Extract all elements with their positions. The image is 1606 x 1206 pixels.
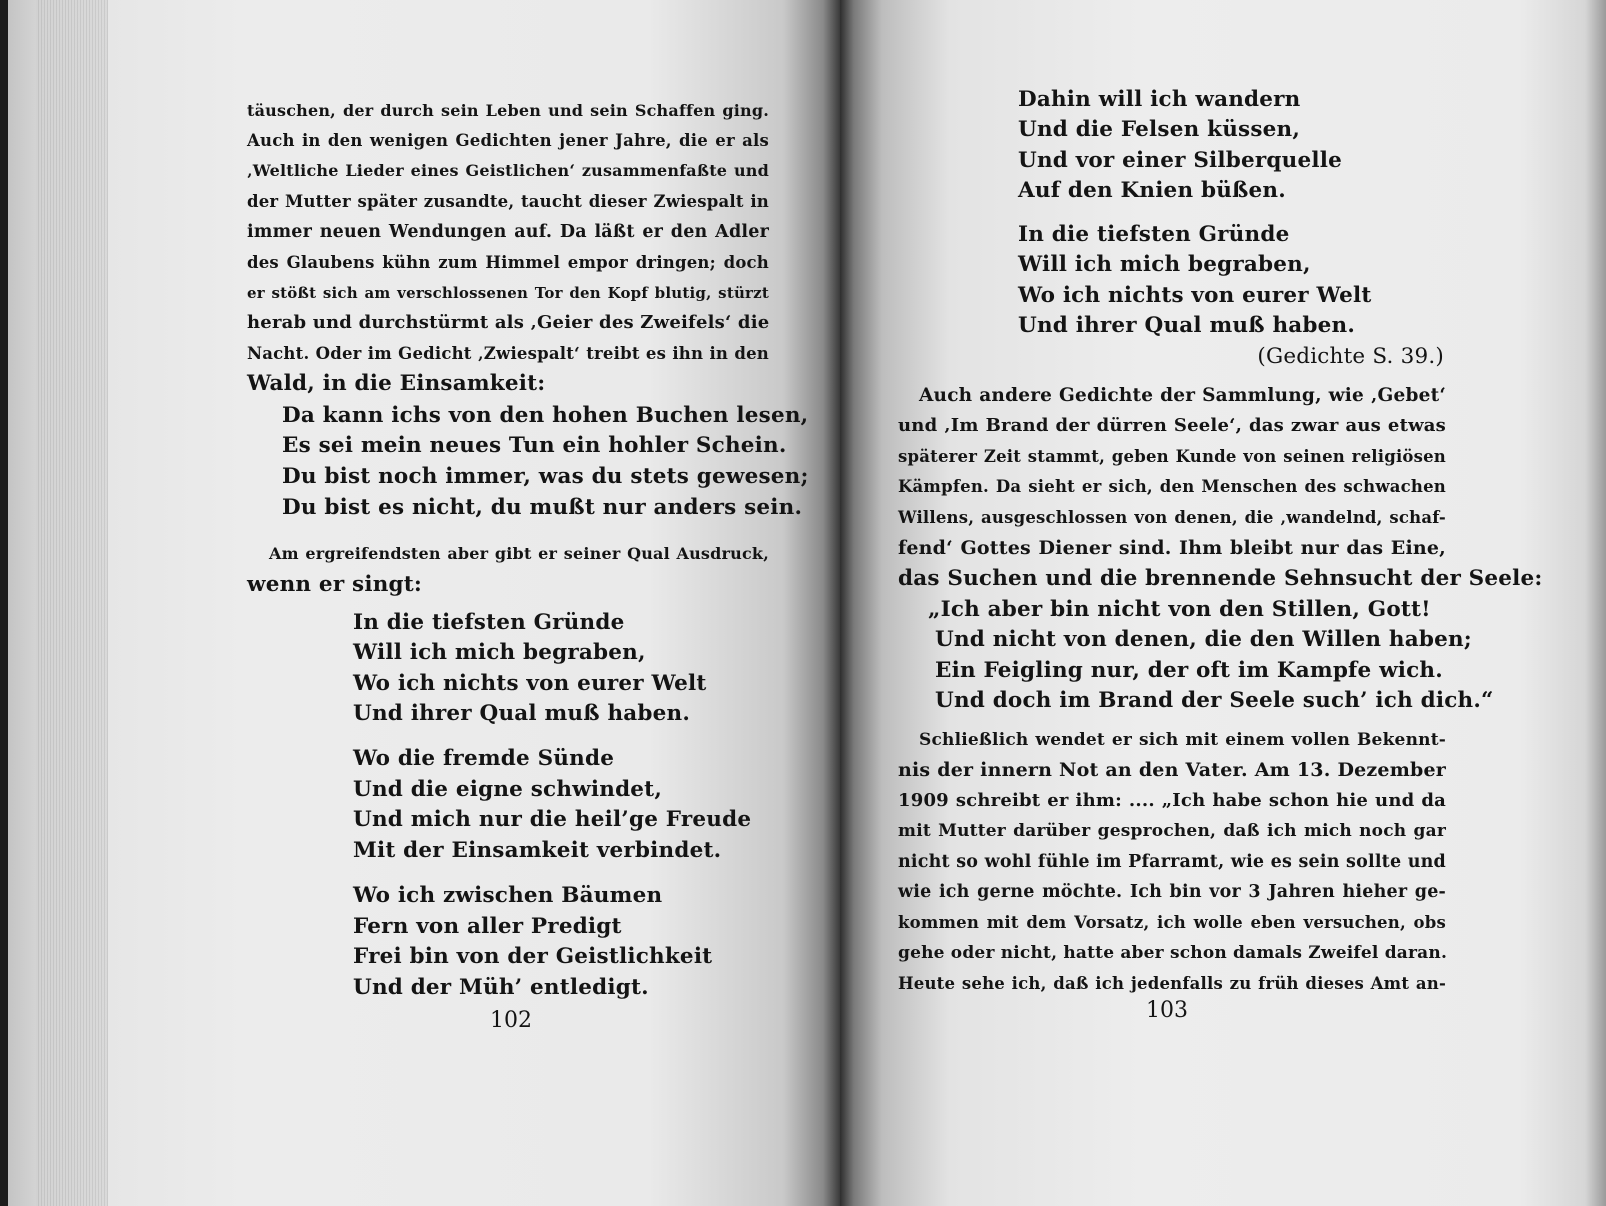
text-line: er stößt sich am verschlossenen Tor den Kopf blutig, stürzt [247,284,769,302]
text-line: der Mutter später zusandte, taucht dieser Zwiespalt in [247,192,769,211]
poem-line: Will ich mich begraben, [353,640,646,665]
poem-line: Und die Felsen küssen, [1018,117,1301,142]
text-line: Am ergreifendsten aber gibt er seiner Qual Ausdruck, [269,544,769,563]
poem-line: Will ich mich begraben, [1018,252,1311,277]
text-line: Heute sehe ich, daß ich jedenfalls zu früh dieses Amt an- [898,974,1446,993]
text-line: Kämpfen. Da sieht er sich, den Menschen des schwachen [898,477,1446,496]
text-line: Willens, ausgeschlossen von denen, die ‚wandelnd, schaf- [898,508,1446,527]
quote-line: „Ich aber bin nicht von den Stillen, Gott! [928,597,1431,622]
quote-line: Ein Feigling nur, der oft im Kampfe wich. [935,658,1443,683]
text-line: herab und durchstürmt als ‚Geier des Zweifels‘ die [247,312,770,333]
text-line: ‚Weltliche Lieder eines Geistlichen‘ zusammenfaßte und [247,161,769,180]
quote-line: Und doch im Brand der Seele such’ ich dich.“ [935,688,1494,713]
left-page [8,0,840,1206]
text-line: fend‘ Gottes Diener sind. Ihm bleibt nur das Eine, [898,537,1446,559]
text-line: des Glaubens kühn zum Himmel empor dringen; doch [247,253,769,272]
poem-line: Fern von aller Predigt [353,914,622,939]
text-line: nis der innern Not an den Vater. Am 13. Dezember [898,759,1446,781]
text-line: nicht so wohl fühle im Pfarramt, wie es sein sollte und [898,852,1446,872]
poem-line: Und die eigne schwindet, [353,777,663,802]
poem-line: Wo ich zwischen Bäumen [353,883,663,908]
poem-line: Mit der Einsamkeit verbindet. [353,838,722,863]
text-line: Nacht. Oder im Gedicht ‚Zwiespalt‘ treibt es ihn in den [247,344,769,363]
poem-line: Wo die fremde Sünde [353,746,615,771]
text-line: immer neuen Wendungen auf. Da läßt er den Adler [247,222,769,242]
text-line: Auch andere Gedichte der Sammlung, wie ‚Gebet‘ [919,385,1446,406]
text-line: kommen mit dem Vorsatz, ich wolle eben versuchen, obs [898,913,1446,932]
text-line: Schließlich wendet er sich mit einem vollen Bekennt- [919,730,1446,750]
page-edges [36,0,108,1206]
quote-line: Du bist es nicht, du mußt nur anders sein. [282,495,803,520]
page-number: 102 [490,1008,532,1033]
citation: (Gedichte S. 39.) [1257,344,1444,369]
text-line: täuschen, der durch sein Leben und sein Schaffen ging. [247,101,769,120]
poem-line: Und mich nur die heil’ge Freude [353,807,752,832]
poem-line: Und ihrer Qual muß haben. [1018,313,1356,338]
poem-line: In die tiefsten Gründe [353,610,625,635]
text-line: wie ich gerne möchte. Ich bin vor 3 Jahren hieher ge- [898,882,1446,902]
quote-line: Es sei mein neues Tun ein hohler Schein. [282,433,787,458]
poem-line: In die tiefsten Gründe [1018,222,1290,247]
quote-line: Du bist noch immer, was du stets gewesen; [282,464,809,489]
poem-line: Und vor einer Silberquelle [1018,148,1342,173]
poem-line: Dahin will ich wandern [1018,87,1301,112]
page-number: 103 [1146,998,1188,1023]
poem-line: Auf den Knien büßen. [1018,178,1286,203]
text-line: mit Mutter darüber gesprochen, daß ich mich noch gar [898,821,1446,841]
text-line: späterer Zeit stammt, geben Kunde von seinen religiösen [898,447,1446,466]
poem-line: Wo ich nichts von eurer Welt [353,671,707,696]
text-line: Auch in den wenigen Gedichten jener Jahre, die er als [247,131,769,150]
text-line: und ‚Im Brand der dürren Seele‘, das zwar aus etwas [898,415,1446,436]
quote-line: Da kann ichs von den hohen Buchen lesen, [282,403,809,428]
poem-line: Wo ich nichts von eurer Welt [1018,283,1372,308]
quote-line: Und nicht von denen, die den Willen haben; [935,627,1472,652]
text-line: wenn er singt: [247,572,423,597]
text-line: das Suchen und die brennende Sehnsucht der Seele: [898,566,1543,591]
right-page [840,0,1606,1206]
poem-line: Frei bin von der Geistlichkeit [353,944,713,969]
text-line: Wald, in die Einsamkeit: [247,371,546,396]
text-line: gehe oder nicht, hatte aber schon damals Zweifel daran. [898,943,1448,963]
poem-line: Und ihrer Qual muß haben. [353,701,691,726]
text-line: 1909 schreibt er ihm: .... „Ich habe schon hie und da [898,790,1446,811]
poem-line: Und der Müh’ entledigt. [353,975,649,1000]
